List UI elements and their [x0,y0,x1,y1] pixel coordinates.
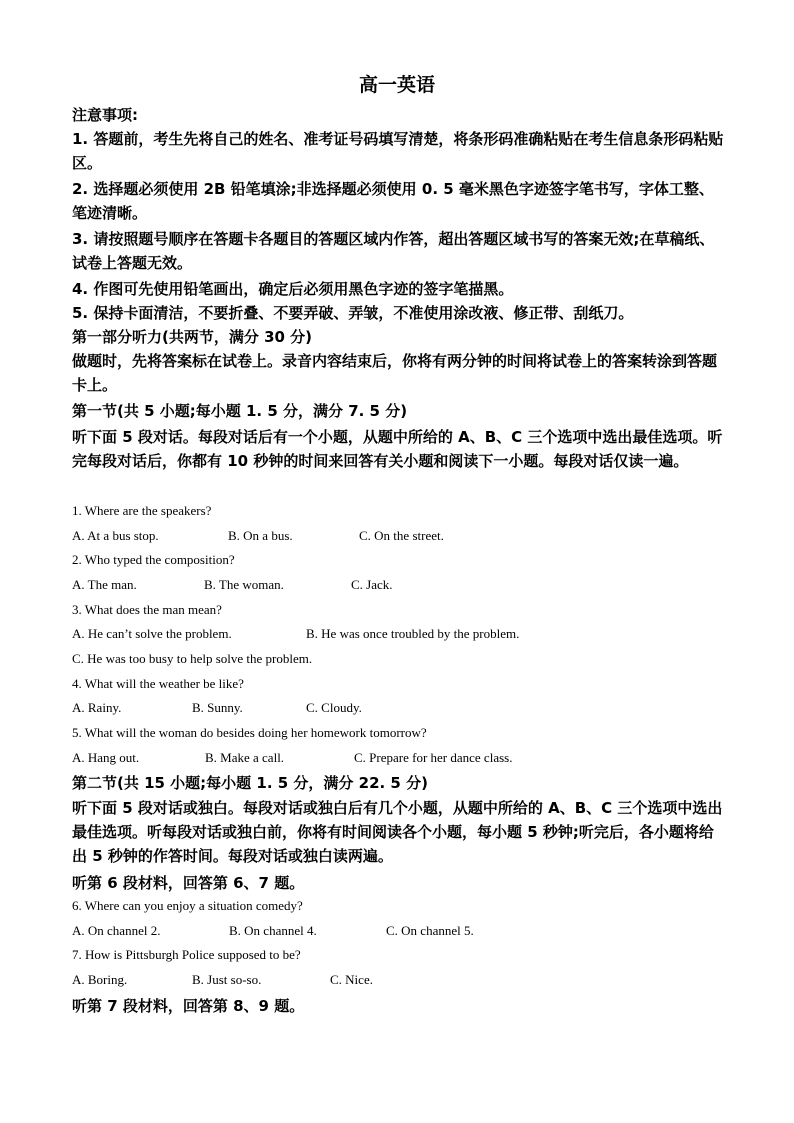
material-6-heading: 听第 6 段材料，回答第 6、7 题。 [72,874,305,892]
q3-option-a[interactable]: A. He can’t solve the problem. [72,626,232,641]
section2-instruction: 听下面 5 段对话或独白。每段对话或独白后有几个小题，从题中所给的 A、B、C 三个选项中选出最佳选项。听每段对话或独白前，你将有时间阅读各个小题，每小题 5 秒钟;听完后，各小题将给出 5 秒钟的作答时间。每段对话或独白读两遍。 [72,799,723,865]
q1-option-c[interactable]: C. On the street. [359,528,444,543]
notice-heading: 注意事项: [72,106,138,124]
question-3: 3. What does the man mean? [72,602,222,617]
q3-option-c[interactable]: C. He was too busy to help solve the problem. [72,651,313,666]
section2-heading: 第二节(共 15 小题;每小题 1. 5 分，满分 22. 5 分) [72,774,428,792]
q5-option-c[interactable]: C. Prepare for her dance class. [354,750,513,765]
q7-option-c[interactable]: C. Nice. [330,972,373,987]
q3-option-b[interactable]: B. He was once troubled by the problem. [306,626,520,641]
q6-option-c[interactable]: C. On channel 5. [386,923,474,938]
part1-heading: 第一部分听力(共两节，满分 30 分) [72,328,313,346]
q2-option-c[interactable]: C. Jack. [351,577,393,592]
q5-option-a[interactable]: A. Hang out. [72,750,140,765]
notice-item-2: 2. 选择题必须使用 2B 铅笔填涂;非选择题必须使用 0. 5 毫米黑色字迹签字笔书写，字体工整、笔迹清晰。 [72,180,714,222]
q1-option-a[interactable]: A. At a bus stop. [72,528,159,543]
question-4: 4. What will the weather be like? [72,676,244,691]
material-7-heading: 听第 7 段材料，回答第 8、9 题。 [72,997,305,1015]
q6-option-a[interactable]: A. On channel 2. [72,923,161,938]
q1-option-b[interactable]: B. On a bus. [228,528,293,543]
question-5: 5. What will the woman do besides doing her homework tomorrow? [72,725,427,740]
section1-instruction: 听下面 5 段对话。每段对话后有一个小题，从题中所给的 A、B、C 三个选项中选出最佳选项。听完每段对话后，你都有 10 秒钟的时间来回答有关小题和阅读下一小题。每段对话仅读一遍。 [72,428,723,470]
notice-item-1: 1. 答题前，考生先将自己的姓名、准考证号码填写清楚，将条形码准确粘贴在考生信息条形码粘贴区。 [72,130,724,172]
q7-option-a[interactable]: A. Boring. [72,972,128,987]
q5-option-b[interactable]: B. Make a call. [205,750,285,765]
notice-item-5: 5. 保持卡面清洁，不要折叠、不要弄破、弄皱，不准使用涂改液、修正带、刮纸刀。 [72,304,634,322]
question-2: 2. Who typed the composition? [72,552,235,567]
part1-instruction: 做题时，先将答案标在试卷上。录音内容结束后，你将有两分钟的时间将试卷上的答案转涂到答题卡上。 [72,352,718,394]
notice-item-3: 3. 请按照题号顺序在答题卡各题目的答题区域内作答，超出答题区域书写的答案无效;在草稿纸、试卷上答题无效。 [72,230,715,272]
q2-option-b[interactable]: B. The woman. [204,577,284,592]
question-7: 7. How is Pittsburgh Police supposed to be? [72,947,301,962]
section1-heading: 第一节(共 5 小题;每小题 1. 5 分，满分 7. 5 分) [72,402,408,420]
q6-option-b[interactable]: B. On channel 4. [229,923,317,938]
page-title: 高一英语 [358,74,435,96]
question-1: 1. Where are the speakers? [72,503,212,518]
question-6: 6. Where can you enjoy a situation comedy? [72,898,303,913]
q7-option-b[interactable]: B. Just so-so. [192,972,262,987]
q4-option-b[interactable]: B. Sunny. [192,700,243,715]
notice-item-4: 4. 作图可先使用铅笔画出，确定后必须用黑色字迹的签字笔描黑。 [72,280,514,298]
q4-option-a[interactable]: A. Rainy. [72,700,122,715]
q2-option-a[interactable]: A. The man. [72,577,137,592]
q4-option-c[interactable]: C. Cloudy. [306,700,362,715]
